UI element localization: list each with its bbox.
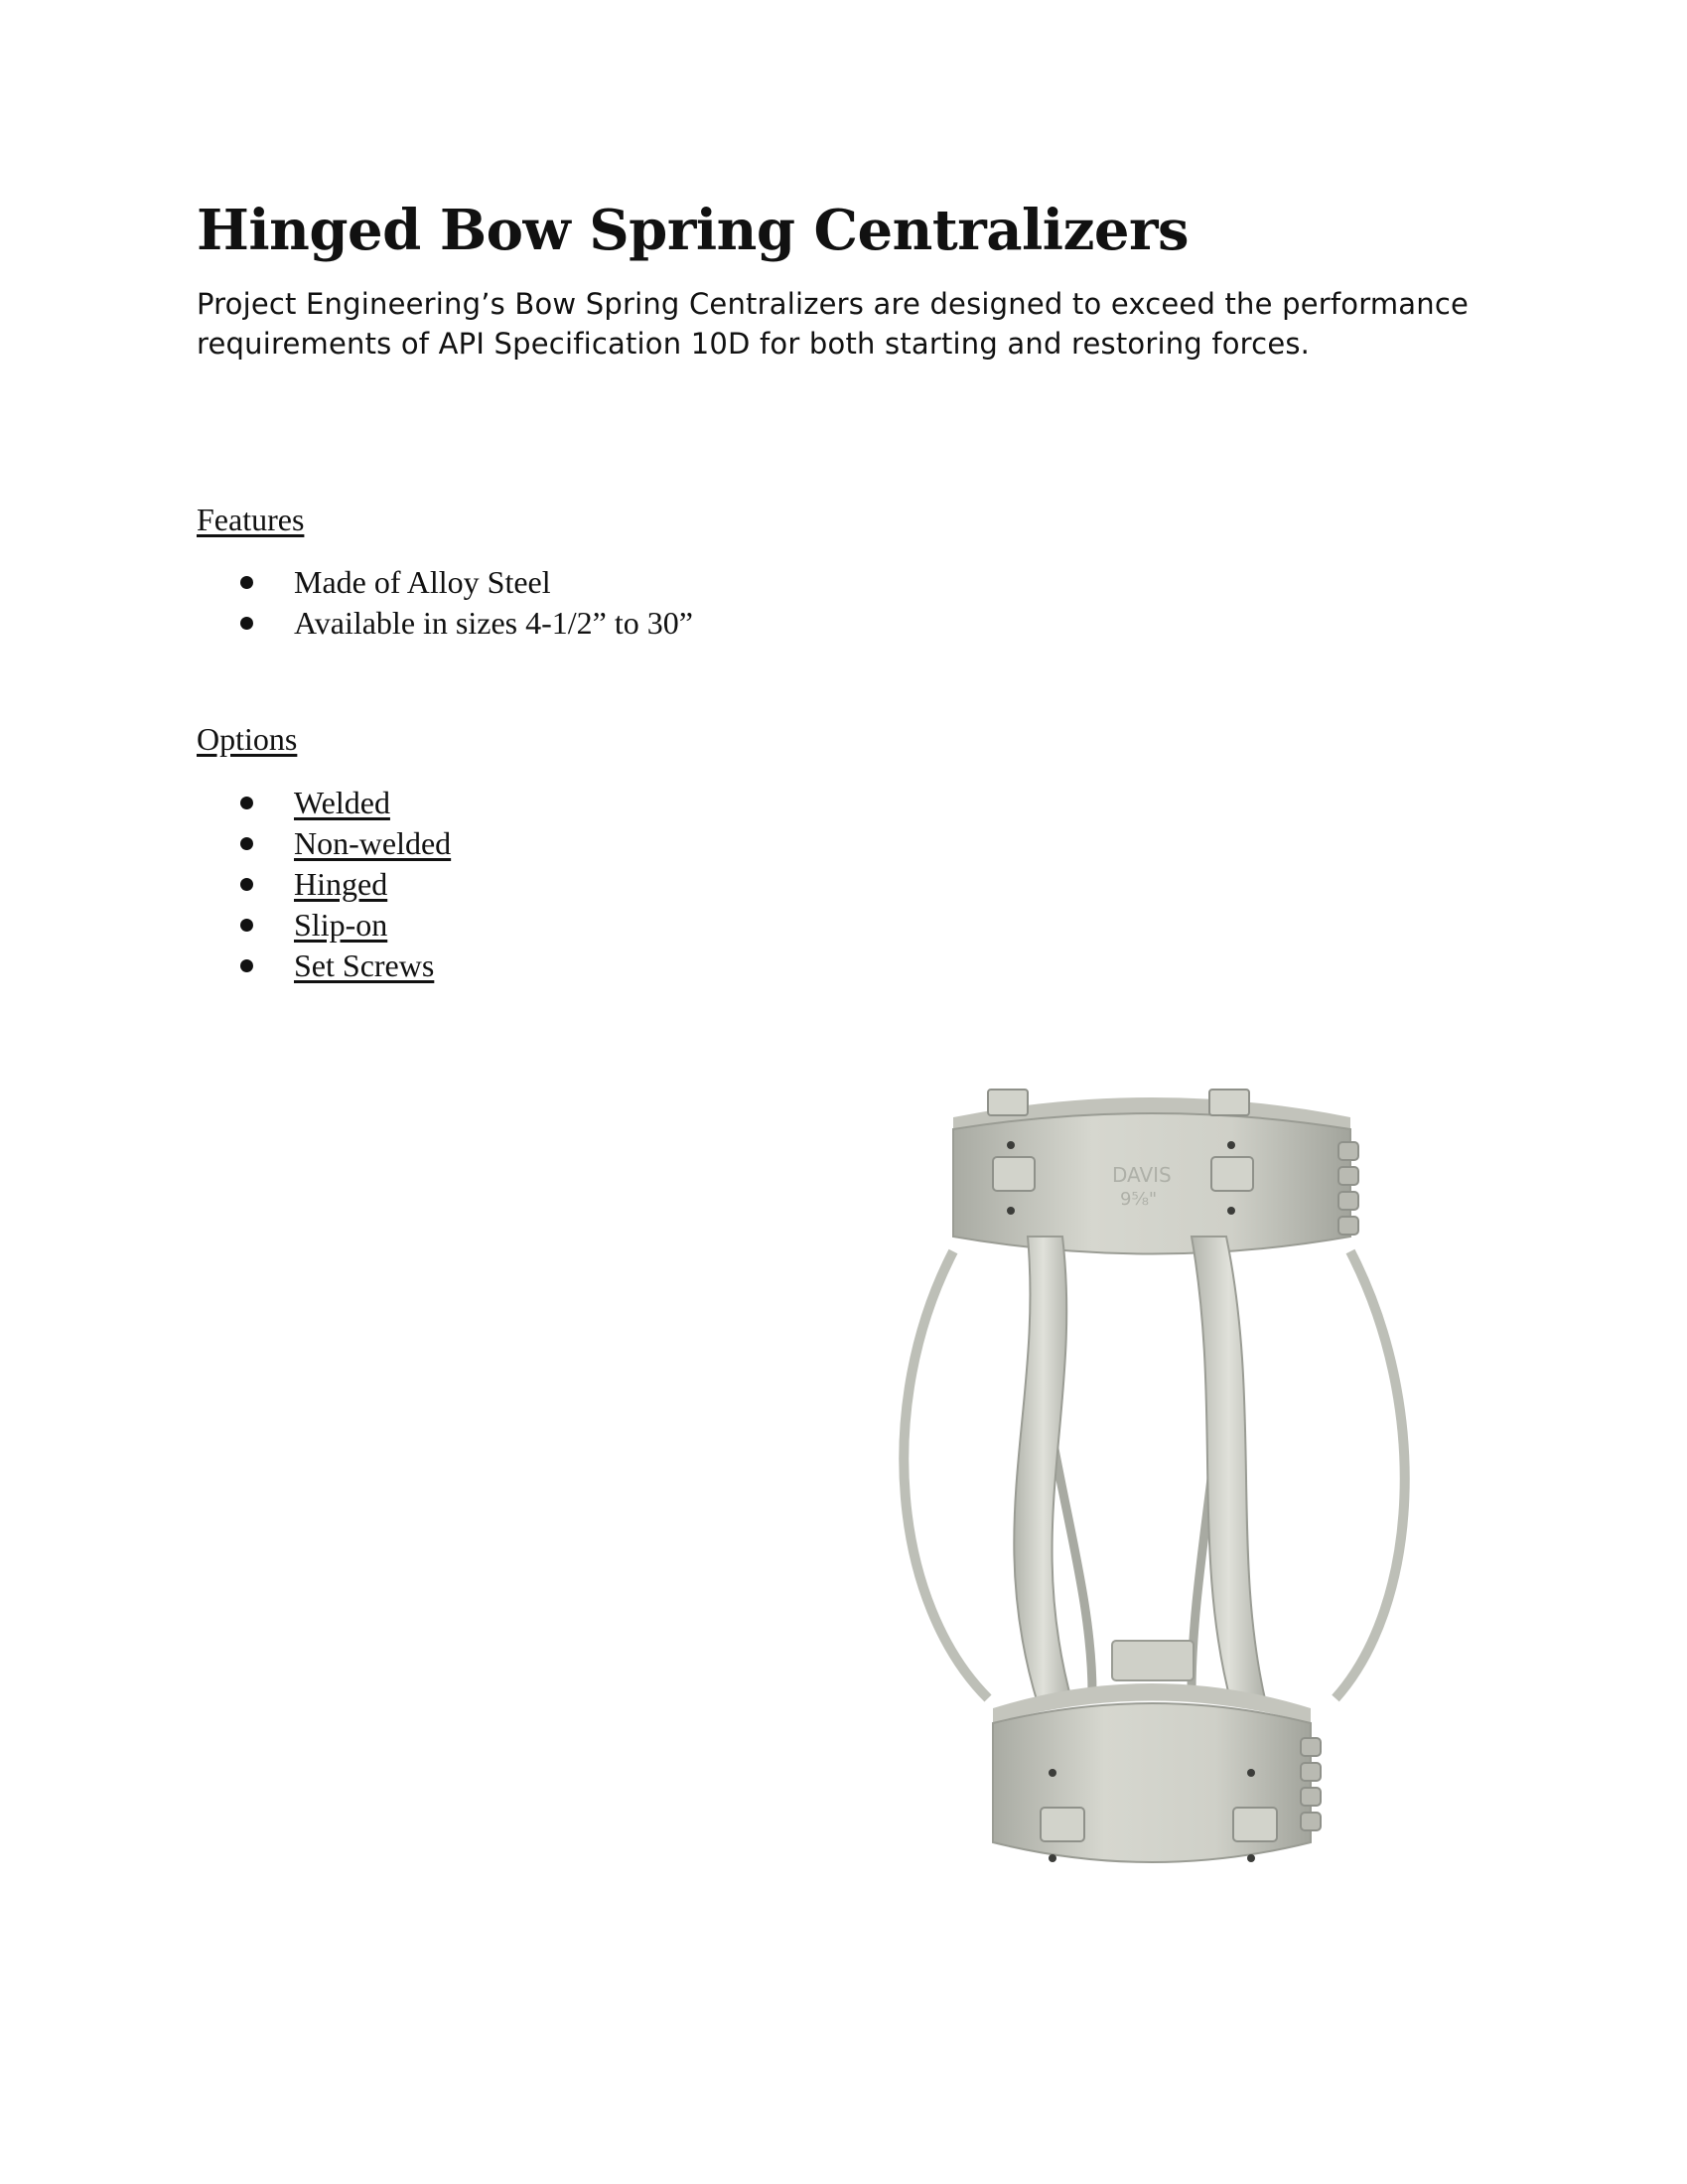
centralizer-product-image [894,1088,1430,1922]
collar-stamp-line-2: 9⅝" [1120,1189,1158,1210]
front-right-bow-spring [1192,1237,1266,1703]
bullet-icon [240,878,253,891]
right-bow-spring [1336,1251,1405,1698]
option-link-hinged[interactable]: Hinged [294,866,388,902]
list-item[interactable] [197,946,451,986]
options-heading: Options [197,721,298,757]
option-link-slip-on[interactable]: Slip-on [294,907,388,943]
list-item [197,603,693,644]
bullet-icon [240,919,253,932]
feature-item-label: Available in sizes 4-1/2” to 30” [294,605,693,641]
list-item [197,562,693,603]
feature-item-label: Made of Alloy Steel [294,564,551,600]
list-item[interactable] [197,823,451,864]
option-link-set-screws[interactable]: Set Screws [294,947,435,983]
left-bow-spring [904,1251,988,1698]
options-list [197,783,451,986]
bottom-collar-back-clip [1112,1641,1194,1680]
features-list [197,562,693,644]
list-item[interactable] [197,905,451,946]
intro-line-2: requirements of API Specification 10D for both starting and restoring forces. [197,327,1311,361]
collar-stamp-line-1: DAVIS [1112,1163,1172,1187]
bullet-icon [240,797,253,809]
features-heading: Features [197,502,305,537]
bullet-icon [240,617,253,630]
page-title: Hinged Bow Spring Centralizers [197,198,1190,263]
option-link-welded[interactable]: Welded [294,785,390,820]
bullet-icon [240,576,253,589]
bullet-icon [240,837,253,850]
list-item[interactable] [197,864,451,905]
option-link-non-welded[interactable]: Non-welded [294,825,452,861]
bullet-icon [240,959,253,972]
intro-line-1: Project Engineering’s Bow Spring Centralizers are designed to exceed the performance [197,287,1470,321]
front-left-bow-spring [1014,1237,1072,1703]
list-item[interactable] [197,783,451,823]
intro-paragraph [197,284,1469,364]
